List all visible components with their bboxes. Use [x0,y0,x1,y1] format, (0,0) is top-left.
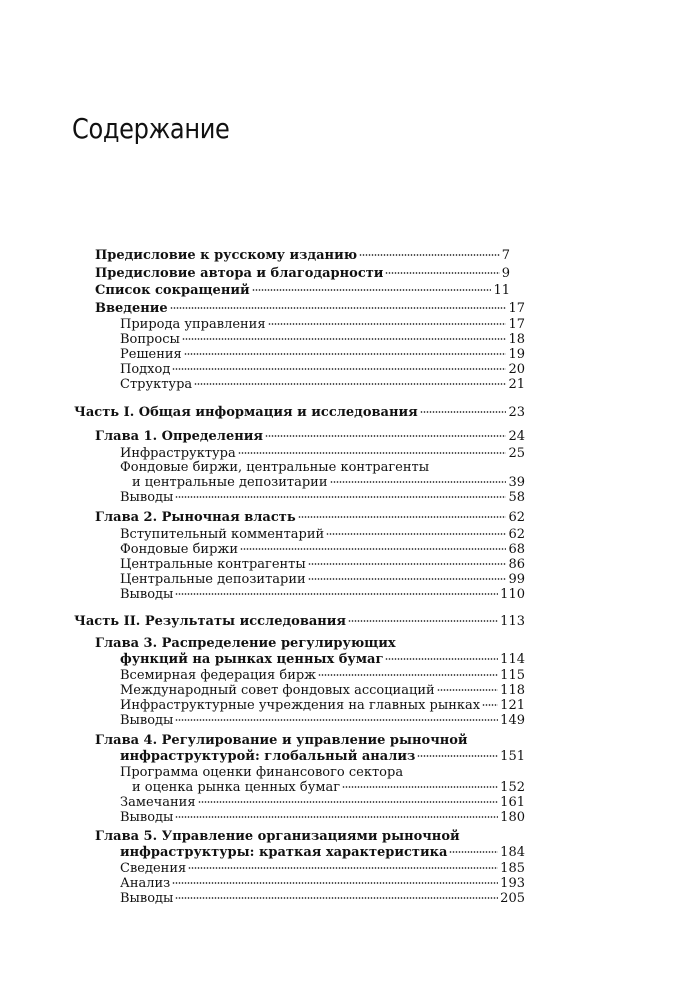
toc-leader-dots [385,272,499,274]
toc-entry-label: Список сокращений [95,283,250,298]
toc-subentry [120,527,525,542]
toc-leader-dots [175,496,506,498]
toc-leader-dots [175,897,498,899]
toc-leader-dots [298,516,507,518]
toc-leader-dots [175,816,498,818]
toc-page-number: 62 [508,510,525,525]
toc-entry-label: Глава 2. Рыночная власть [95,510,296,525]
toc-subentry [120,317,525,332]
toc-entry-label: Структура [120,377,193,392]
toc-page-number: 21 [508,377,525,392]
toc-subentry [120,572,525,587]
toc-page-number: 24 [508,429,525,444]
toc-page-number: 11 [493,283,510,298]
toc-entry-label: Анализ [120,876,171,891]
toc-subentry [120,347,525,362]
toc-subentry [120,876,525,891]
toc-entry-label: Выводы [120,810,174,825]
toc-page-number: 114 [500,652,525,667]
toc-chapter-4-line1: Глава 4. Регулирование и управление рыночной [95,733,468,748]
toc-subentry [120,362,525,377]
toc-subentry [120,698,525,713]
toc-entry-part-2 [74,614,525,629]
toc-entry-part-1 [74,405,525,420]
toc-leader-dots [308,578,507,580]
toc-entry-introduction [95,301,525,316]
toc-entry-label: Выводы [120,587,174,602]
toc-subentry [132,475,525,490]
toc-leader-dots [182,338,507,340]
toc-page-number: 149 [500,713,525,728]
toc-leader-dots [330,481,507,483]
toc-subentry [120,683,525,698]
toc-entry-label: Центральные депозитарии [120,572,306,587]
toc-subentry [120,332,525,347]
toc-subentry [120,542,525,557]
toc-subentry [120,587,525,602]
toc-leader-dots [359,254,500,256]
toc-entry-label: Введение [95,301,168,316]
toc-entry-label: инфраструктуры: краткая характеристика [120,845,448,860]
toc-subentry [120,795,525,810]
toc-leader-dots [420,411,507,413]
toc-page-number: 58 [508,490,525,505]
toc-page-number: 7 [501,248,510,263]
toc-leader-dots [449,851,498,853]
toc-page-number: 68 [508,542,525,557]
toc-entry-label: Предисловие автора и благодарности [95,266,384,281]
toc-entry-label: Центральные контрагенты [120,557,306,572]
toc-chapter-3-line1: Глава 3. Распределение регулирующих [95,636,396,651]
toc-leader-dots [172,882,498,884]
toc-leader-dots [385,658,498,660]
toc-entry-label: Инфраструктура [120,446,236,461]
toc-subentry [120,861,525,876]
toc-entry-label: Выводы [120,891,174,906]
toc-entry-chapter-4 [120,749,525,764]
toc-entry-label: Решения [120,347,182,362]
toc-entry-label: Инфраструктурные учреждения на главных рынках [120,698,481,713]
toc-leader-dots [175,719,498,721]
toc-page-number: 110 [500,587,525,602]
toc-entry-chapter-3 [120,652,525,667]
toc-leader-dots [268,323,507,325]
toc-page-number: 151 [500,749,525,764]
toc-leader-dots [417,755,498,757]
toc-page-number: 113 [500,614,525,629]
toc-page-number: 115 [500,668,525,683]
toc-entry-label: функций на рынках ценных бумаг [120,652,384,667]
toc-page-number: 25 [508,446,525,461]
toc-subentry-line1: Фондовые биржи, центральные контрагенты [120,460,430,475]
toc-leader-dots [188,867,498,869]
toc-page-number: 86 [508,557,525,572]
toc-leader-dots [265,435,506,437]
toc-page-number: 39 [508,475,525,490]
toc-leader-dots [342,786,498,788]
toc-subentry [120,377,525,392]
toc-page-number: 205 [500,891,525,906]
toc-leader-dots [252,289,492,291]
page-title: Содержание [72,112,230,145]
toc-subentry [120,810,525,825]
toc-entry-label: Выводы [120,490,174,505]
toc-subentry [120,446,525,461]
toc-leader-dots [348,620,498,622]
toc-entry-label: Всемирная федерация бирж [120,668,317,683]
toc-subentry [120,490,525,505]
toc-entry-chapter-2 [95,510,525,525]
toc-entry-label: Вступительный комментарий [120,527,325,542]
toc-entry-label: Часть II. Результаты исследования [74,614,347,629]
toc-subentry [120,557,525,572]
toc-chapter-5-line1: Глава 5. Управление организациями рыночной [95,829,460,844]
toc-leader-dots [172,368,506,370]
toc-page-number: 17 [508,317,525,332]
toc-page-number: 18 [508,332,525,347]
toc-page-number: 9 [501,266,510,281]
toc-leader-dots [308,563,507,565]
toc-leader-dots [240,548,506,550]
toc-leader-dots [318,674,498,676]
toc-entry-chapter-5 [120,845,525,860]
toc-leader-dots [437,689,499,691]
toc-page-number: 99 [508,572,525,587]
toc-entry-label: Замечания [120,795,196,810]
toc-page-number: 118 [500,683,525,698]
toc-leader-dots [198,801,499,803]
toc-entry-label: Часть I. Общая информация и исследования [74,405,418,420]
toc-entry-label: Глава 1. Определения [95,429,263,444]
toc-page-number: 23 [508,405,525,420]
toc-entry-label: и центральные депозитарии [132,475,328,490]
toc-entry-preface-author [95,266,510,281]
toc-subentry [120,713,525,728]
toc-entry-label: Предисловие к русскому изданию [95,248,358,263]
toc-page-number: 185 [500,861,525,876]
toc-subentry [132,780,525,795]
toc-leader-dots [184,353,507,355]
toc-leader-dots [194,383,506,385]
toc-entry-label: Фондовые биржи [120,542,239,557]
toc-entry-label: Природа управления [120,317,266,332]
toc-page-number: 17 [508,301,525,316]
toc-subentry [120,668,525,683]
toc-entry-label: Вопросы [120,332,180,347]
toc-leader-dots [326,533,506,535]
toc-page-number: 62 [508,527,525,542]
toc-subentry [120,891,525,906]
toc-page-number: 193 [500,876,525,891]
toc-page-number: 152 [500,780,525,795]
toc-entry-abbreviations [95,283,510,298]
toc-leader-dots [238,452,507,454]
toc-page-number: 19 [508,347,525,362]
toc-entry-preface-ru [95,248,510,263]
toc-page-number: 184 [500,845,525,860]
toc-entry-label: Международный совет фондовых ассоциаций [120,683,435,698]
toc-page-number: 20 [508,362,525,377]
toc-entry-label: инфраструктурой: глобальный анализ [120,749,416,764]
toc-subentry-line1: Программа оценки финансового сектора [120,765,404,780]
toc-page-number: 121 [500,698,525,713]
toc-entry-label: и оценка рынка ценных бумаг [132,780,341,795]
toc-page-number: 180 [500,810,525,825]
toc-entry-label: Подход [120,362,171,377]
toc-leader-dots [482,704,498,706]
toc-leader-dots [175,593,498,595]
toc-leader-dots [170,307,507,309]
toc-entry-chapter-1 [95,429,525,444]
toc-entry-label: Сведения [120,861,187,876]
toc-page-number: 161 [500,795,525,810]
toc-entry-label: Выводы [120,713,174,728]
